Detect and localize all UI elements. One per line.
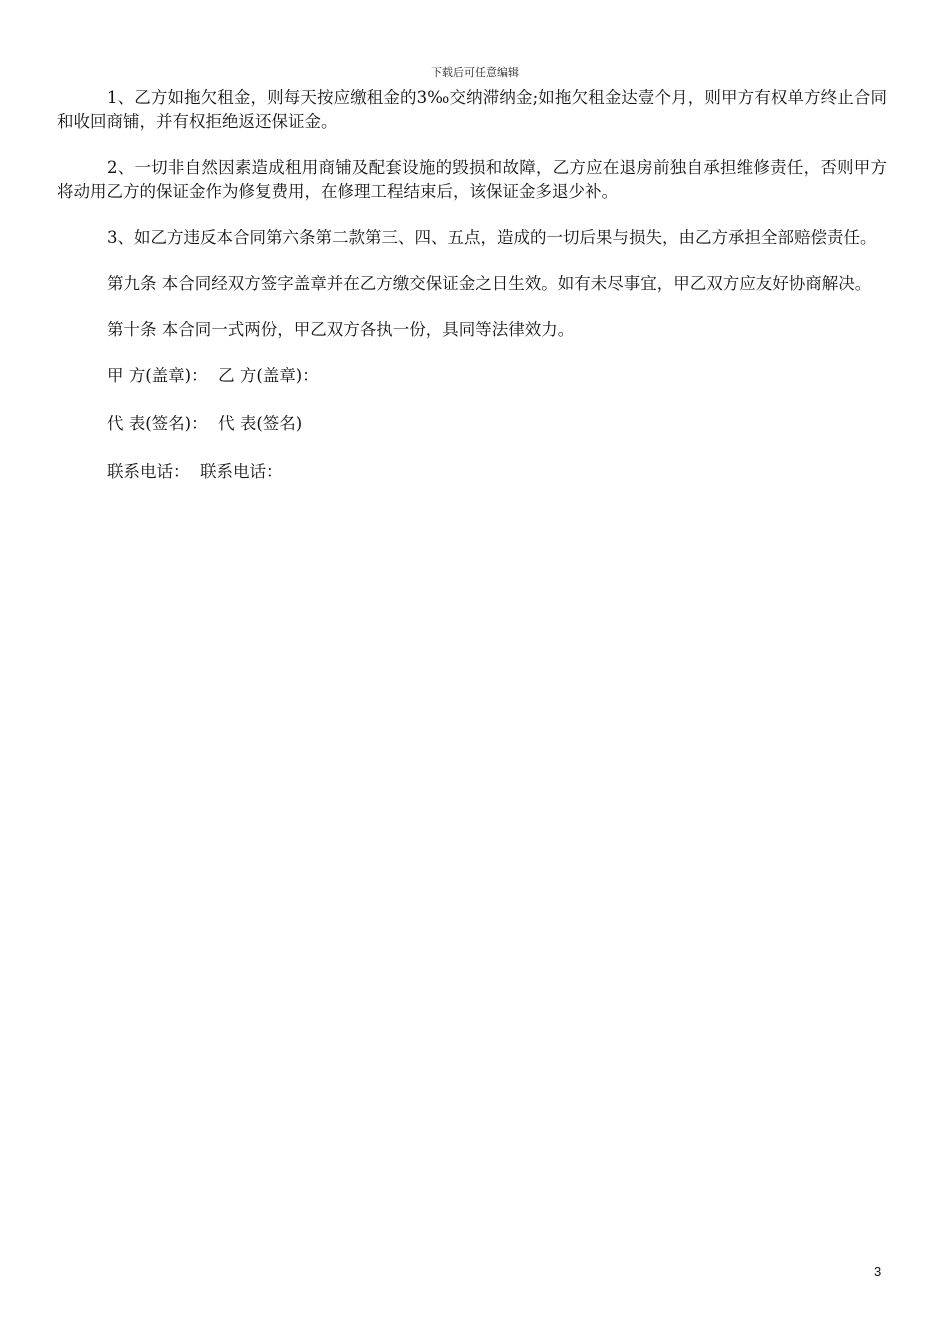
document-body <box>57 86 887 508</box>
representative-signature-line: 代 表(签名)： 代 表(签名) <box>107 414 303 433</box>
clause-late-rent: 1、乙方如拖欠租金，则每天按应缴租金的3‰交纳滞纳金;如拖欠租金达壹个月，则甲方有权单方终止合同和收回商铺，并有权拒绝返还保证金。 <box>57 88 887 131</box>
seal-line: 甲 方(盖章)： 乙 方(盖章)： <box>107 366 319 385</box>
article-ten: 第十条 本合同一式两份，甲乙双方各执一份，具同等法律效力。 <box>107 320 575 339</box>
clause-breach-liability: 3、如乙方违反本合同第六条第二款第三、四、五点，造成的一切后果与损失，由乙方承担全部赔偿责任。 <box>107 228 877 247</box>
page-number: 3 <box>874 1264 882 1279</box>
header-note: 下载后可任意编辑 <box>431 66 519 79</box>
contact-phone-line: 联系电话： 联系电话： <box>107 462 283 481</box>
clause-damage-repair: 2、一切非自然因素造成租用商铺及配套设施的毁损和故障，乙方应在退房前独自承担维修责任，否则甲方将动用乙方的保证金作为修复费用，在修理工程结束后，该保证金多退少补。 <box>57 158 887 201</box>
article-nine: 第九条 本合同经双方签字盖章并在乙方缴交保证金之日生效。如有未尽事宜，甲乙双方应友好协商解决。 <box>107 274 872 293</box>
